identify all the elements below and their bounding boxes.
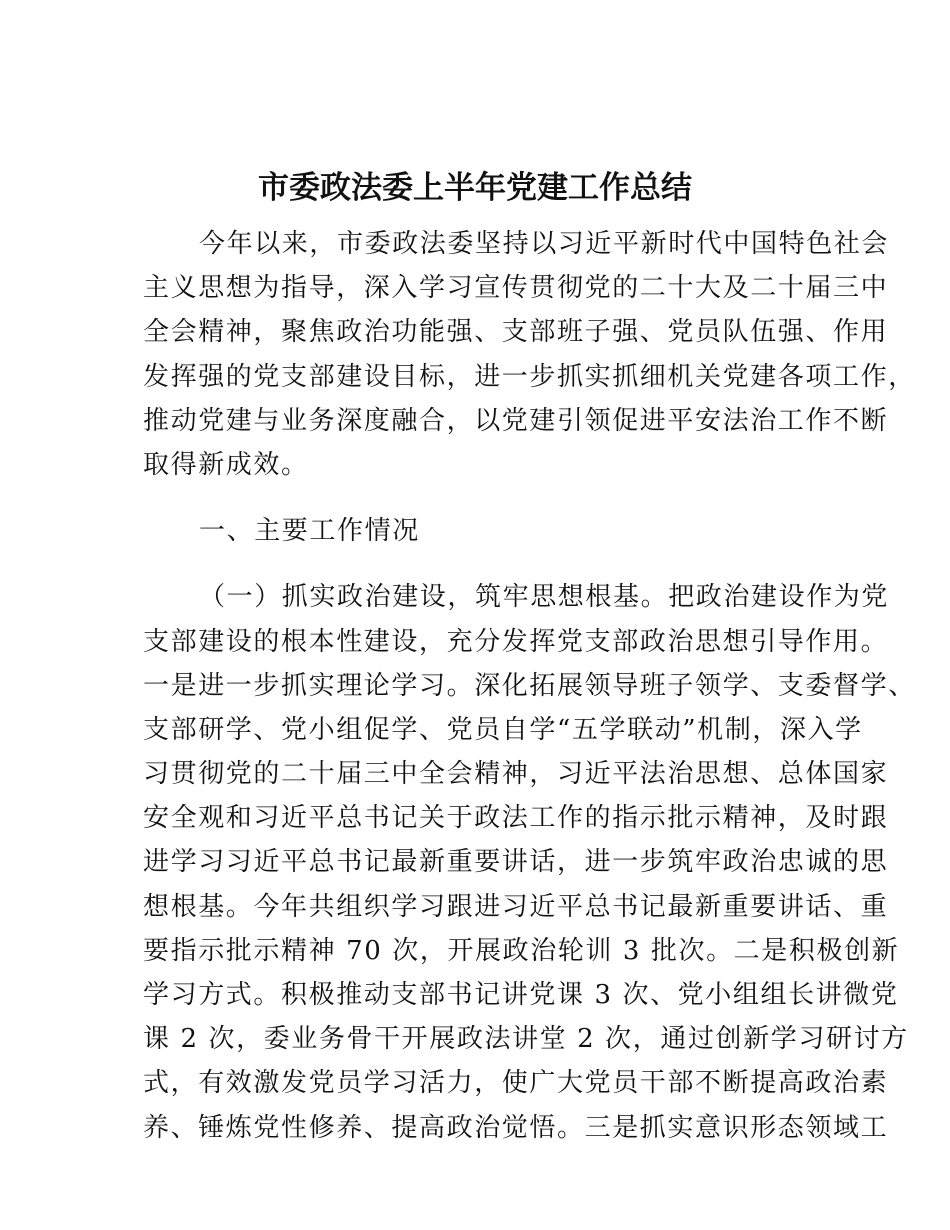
paragraph-gap [143,553,815,575]
text-line: 取得新成效。 [143,449,309,480]
text-line: 全会精神，聚焦政治功能强、支部班子强、党员队伍强、作用 [143,317,889,348]
text-line: （一）抓实政治建设，筑牢思想根基。把政治建设作为党 [199,582,890,613]
text-line: 式，有效激发党员学习活力，使广大党员干部不断提高政治素 [143,1068,889,1099]
text-line: 主义思想为指导，深入学习宣传贯彻党的二十大及二十届三中 [143,273,889,304]
text-line: 安全观和习近平总书记关于政法工作的指示批示精神，及时跟 [143,803,889,834]
text-line: 学习方式。积极推动支部书记讲党课 3 次、党小组组长讲微党 [143,980,899,1010]
text-line: 课 2 次，委业务骨干开展政法讲堂 2 次，通过创新学习研讨方 [143,1024,909,1055]
text-line: 发挥强的党支部建设目标，进一步抓实抓细机关党建各项工作， [143,361,916,392]
text-line: 今年以来，市委政法委坚持以习近平新时代中国特色社会 [199,229,890,259]
text-line: 进学习习近平总书记最新重要讲话，进一步筑牢政治忠诚的思 [143,847,889,878]
text-line: 一是进一步抓实理论学习。深化拓展领导班子领学、支委督学、 [143,670,916,701]
text-line: 支部建设的根本性建设，充分发挥党支部政治思想引导作用。 [143,626,889,657]
text-line: 养、锤炼党性修养、提高政治觉悟。三是抓实意识形态领域工 [143,1112,889,1143]
document-title: 市委政法委上半年党建工作总结 [258,170,692,206]
text-line: 支部研学、党小组促学、党员自学“五学联动”机制，深入学 [143,714,863,745]
section-heading [143,509,815,553]
text-line: 推动党建与业务深度融合，以党建引领促进平安法治工作不断 [143,405,889,436]
paragraph-intro [143,222,916,487]
paragraph-gap [143,487,815,509]
document-body [143,222,916,1150]
heading-line: 一、主要工作情况 [199,516,420,547]
text-line: 习贯彻党的二十届三中全会精神，习近平法治思想、总体国家 [143,759,889,790]
text-line: 想根基。今年共组织学习跟进习近平总书记最新重要讲话、重 [143,891,889,922]
text-line: 要指示批示精神 70 次，开展政治轮训 3 批次。二是积极创新 [143,935,900,966]
paragraph-political-building [143,575,916,1149]
